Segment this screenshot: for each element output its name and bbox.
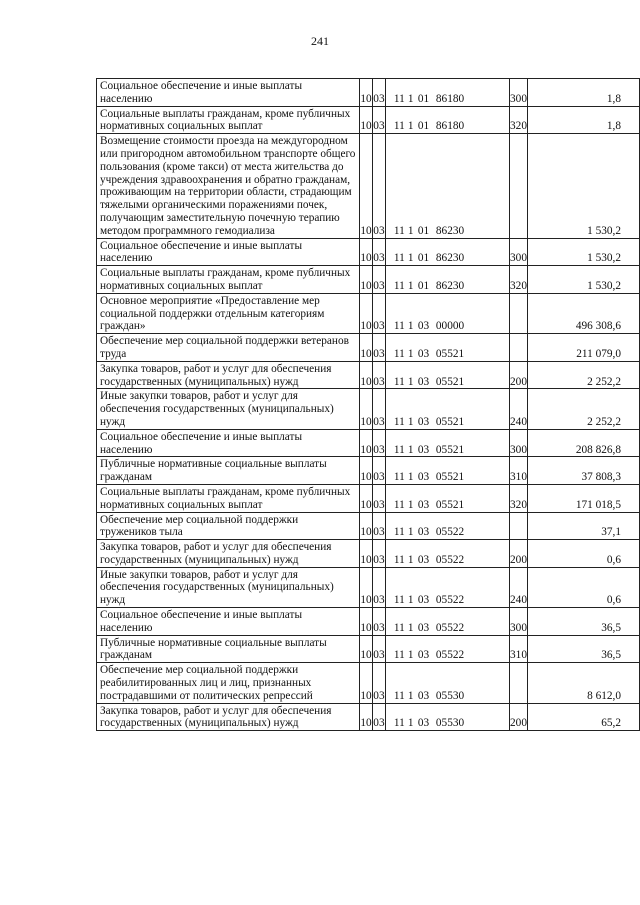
table-row [97, 703, 640, 731]
table-row [97, 134, 640, 238]
target-article-part: 01 [417, 120, 430, 133]
target-article-cell [385, 389, 509, 429]
section-cell: 10 [360, 238, 373, 266]
expense-type-cell: 300 [510, 608, 528, 636]
target-article-part: 1 [407, 443, 414, 456]
target-article-part: 1 [407, 526, 414, 539]
table-row [97, 567, 640, 607]
target-article-part: 03 [417, 347, 430, 360]
subsection-cell: 03 [373, 429, 386, 457]
amount-cell: 2 252,2 [527, 389, 639, 429]
amount-cell: 208 826,8 [527, 429, 639, 457]
target-article-part: 1 [407, 415, 414, 428]
expense-type-cell: 300 [510, 79, 528, 107]
amount-cell: 37 808,3 [527, 457, 639, 485]
section-cell: 10 [360, 429, 373, 457]
target-article-part: 1 [407, 375, 414, 388]
subsection-cell: 03 [373, 512, 386, 540]
target-article-cell [385, 608, 509, 636]
target-article-part: 11 [393, 443, 405, 456]
row-name-cell: Возмещение стоимости проезда на междугородном или пригородном автомобильном транспорте общего пользования (кроме такси) от места жительства до учреждения здравоохранения и обратно гражданам, проживающим на территории области, страдающим тяжелыми органическими поражениями почек, получающим заместительную почечную терапию методом программного гемодиализа [97, 134, 360, 238]
target-article-part: 03 [417, 649, 430, 662]
amount-cell: 1 530,2 [527, 134, 639, 238]
amount-cell: 36,5 [527, 608, 639, 636]
target-article-cell [385, 293, 509, 333]
target-article-part: 1 [407, 689, 414, 702]
target-article-part: 11 [393, 279, 405, 292]
expense-type-cell: 240 [510, 567, 528, 607]
target-article-part: 11 [393, 347, 405, 360]
expense-type-cell: 300 [510, 429, 528, 457]
section-cell: 10 [360, 389, 373, 429]
target-article-part: 11 [393, 224, 405, 237]
target-article-part: 03 [417, 375, 430, 388]
target-article-part: 1 [407, 320, 414, 333]
subsection-cell: 03 [373, 703, 386, 731]
table-row [97, 484, 640, 512]
budget-table-body [97, 79, 640, 731]
target-article-part: 11 [393, 320, 405, 333]
subsection-cell: 03 [373, 457, 386, 485]
section-cell: 10 [360, 663, 373, 703]
target-article-part: 03 [417, 717, 430, 730]
target-article-part: 05530 [435, 689, 465, 702]
row-name-cell: Закупка товаров, работ и услуг для обеспечения государственных (муниципальных) нужд [97, 540, 360, 568]
target-article-part: 05522 [435, 526, 465, 539]
section-cell: 10 [360, 79, 373, 107]
table-row [97, 389, 640, 429]
target-article-cell [385, 266, 509, 294]
target-article-part: 11 [393, 415, 405, 428]
target-article-part: 05522 [435, 621, 465, 634]
target-article-part: 1 [407, 471, 414, 484]
expense-type-cell [510, 512, 528, 540]
table-row [97, 106, 640, 134]
section-cell: 10 [360, 293, 373, 333]
target-article-part: 1 [407, 120, 414, 133]
target-article-part: 11 [393, 498, 405, 511]
target-article-part: 86180 [435, 120, 465, 133]
target-article-cell [385, 567, 509, 607]
expense-type-cell [510, 134, 528, 238]
target-article-part: 11 [393, 471, 405, 484]
target-article-part: 03 [417, 471, 430, 484]
subsection-cell: 03 [373, 567, 386, 607]
target-article-cell [385, 484, 509, 512]
table-row [97, 635, 640, 663]
target-article-cell [385, 540, 509, 568]
target-article-part: 86180 [435, 92, 465, 105]
target-article-part: 05521 [435, 471, 465, 484]
target-article-part: 1 [407, 347, 414, 360]
row-name-cell: Социальное обеспечение и иные выплаты населению [97, 238, 360, 266]
target-article-cell [385, 429, 509, 457]
target-article-part: 1 [407, 621, 414, 634]
amount-cell: 1,8 [527, 106, 639, 134]
target-article-cell [385, 238, 509, 266]
subsection-cell: 03 [373, 79, 386, 107]
subsection-cell: 03 [373, 334, 386, 362]
target-article-cell [385, 106, 509, 134]
row-name-cell: Иные закупки товаров, работ и услуг для обеспечения государственных (муниципальных) нужд [97, 567, 360, 607]
target-article-cell [385, 703, 509, 731]
section-cell: 10 [360, 635, 373, 663]
section-cell: 10 [360, 567, 373, 607]
target-article-part: 05522 [435, 649, 465, 662]
subsection-cell: 03 [373, 238, 386, 266]
target-article-cell [385, 334, 509, 362]
target-article-part: 03 [417, 621, 430, 634]
table-row [97, 238, 640, 266]
table-row [97, 512, 640, 540]
row-name-cell: Публичные нормативные социальные выплаты гражданам [97, 457, 360, 485]
target-article-part: 05521 [435, 498, 465, 511]
target-article-part: 1 [407, 498, 414, 511]
subsection-cell: 03 [373, 540, 386, 568]
amount-cell: 1 530,2 [527, 266, 639, 294]
table-row [97, 79, 640, 107]
subsection-cell: 03 [373, 134, 386, 238]
subsection-cell: 03 [373, 663, 386, 703]
table-row [97, 361, 640, 389]
expense-type-cell: 320 [510, 266, 528, 294]
row-name-cell: Публичные нормативные социальные выплаты гражданам [97, 635, 360, 663]
row-name-cell: Социальные выплаты гражданам, кроме публичных нормативных социальных выплат [97, 266, 360, 294]
amount-cell: 1,8 [527, 79, 639, 107]
target-article-cell [385, 361, 509, 389]
target-article-part: 05521 [435, 415, 465, 428]
target-article-part: 05522 [435, 594, 465, 607]
budget-table [96, 78, 640, 731]
target-article-part: 11 [393, 120, 405, 133]
target-article-part: 1 [407, 649, 414, 662]
amount-cell: 65,2 [527, 703, 639, 731]
section-cell: 10 [360, 334, 373, 362]
section-cell: 10 [360, 484, 373, 512]
amount-cell: 8 612,0 [527, 663, 639, 703]
target-article-part: 05530 [435, 717, 465, 730]
section-cell: 10 [360, 703, 373, 731]
row-name-cell: Основное мероприятие «Предоставление мер социальной поддержки отдельным категориям граждан» [97, 293, 360, 333]
subsection-cell: 03 [373, 389, 386, 429]
amount-cell: 496 308,6 [527, 293, 639, 333]
expense-type-cell: 200 [510, 540, 528, 568]
target-article-cell [385, 134, 509, 238]
target-article-part: 11 [393, 689, 405, 702]
amount-cell: 1 530,2 [527, 238, 639, 266]
section-cell: 10 [360, 512, 373, 540]
target-article-part: 03 [417, 526, 430, 539]
expense-type-cell: 320 [510, 106, 528, 134]
expense-type-cell: 240 [510, 389, 528, 429]
expense-type-cell [510, 663, 528, 703]
expense-type-cell: 310 [510, 635, 528, 663]
target-article-part: 11 [393, 252, 405, 265]
row-name-cell: Обеспечение мер социальной поддержки ветеранов труда [97, 334, 360, 362]
target-article-part: 11 [393, 621, 405, 634]
target-article-part: 03 [417, 553, 430, 566]
target-article-part: 11 [393, 375, 405, 388]
target-article-cell [385, 635, 509, 663]
subsection-cell: 03 [373, 361, 386, 389]
subsection-cell: 03 [373, 635, 386, 663]
target-article-part: 11 [393, 717, 405, 730]
table-row [97, 293, 640, 333]
row-name-cell: Социальное обеспечение и иные выплаты населению [97, 79, 360, 107]
target-article-part: 01 [417, 279, 430, 292]
target-article-part: 11 [393, 649, 405, 662]
expense-type-cell [510, 334, 528, 362]
section-cell: 10 [360, 361, 373, 389]
target-article-part: 00000 [435, 320, 465, 333]
subsection-cell: 03 [373, 484, 386, 512]
section-cell: 10 [360, 608, 373, 636]
amount-cell: 171 018,5 [527, 484, 639, 512]
row-name-cell: Социальные выплаты гражданам, кроме публичных нормативных социальных выплат [97, 484, 360, 512]
row-name-cell: Социальное обеспечение и иные выплаты населению [97, 429, 360, 457]
section-cell: 10 [360, 540, 373, 568]
section-cell: 10 [360, 266, 373, 294]
target-article-part: 86230 [435, 252, 465, 265]
amount-cell: 0,6 [527, 540, 639, 568]
target-article-part: 05521 [435, 375, 465, 388]
target-article-part: 05522 [435, 553, 465, 566]
amount-cell: 36,5 [527, 635, 639, 663]
row-name-cell: Обеспечение мер социальной поддержки тружеников тыла [97, 512, 360, 540]
target-article-part: 05521 [435, 443, 465, 456]
row-name-cell: Иные закупки товаров, работ и услуг для обеспечения государственных (муниципальных) нужд [97, 389, 360, 429]
row-name-cell: Обеспечение мер социальной поддержки реабилитированных лиц и лиц, признанных пострадавшими от политических репрессий [97, 663, 360, 703]
amount-cell: 37,1 [527, 512, 639, 540]
section-cell: 10 [360, 457, 373, 485]
table-row [97, 334, 640, 362]
target-article-part: 03 [417, 689, 430, 702]
target-article-part: 03 [417, 498, 430, 511]
target-article-cell [385, 663, 509, 703]
subsection-cell: 03 [373, 106, 386, 134]
target-article-part: 1 [407, 92, 414, 105]
expense-type-cell: 320 [510, 484, 528, 512]
target-article-part: 1 [407, 279, 414, 292]
expense-type-cell: 310 [510, 457, 528, 485]
expense-type-cell: 200 [510, 703, 528, 731]
amount-cell: 2 252,2 [527, 361, 639, 389]
target-article-part: 01 [417, 252, 430, 265]
target-article-part: 86230 [435, 279, 465, 292]
amount-cell: 211 079,0 [527, 334, 639, 362]
target-article-part: 1 [407, 594, 414, 607]
row-name-cell: Социальное обеспечение и иные выплаты населению [97, 608, 360, 636]
table-row [97, 429, 640, 457]
subsection-cell: 03 [373, 608, 386, 636]
target-article-cell [385, 457, 509, 485]
target-article-cell [385, 79, 509, 107]
expense-type-cell: 300 [510, 238, 528, 266]
table-row [97, 457, 640, 485]
target-article-part: 1 [407, 717, 414, 730]
table-row [97, 540, 640, 568]
row-name-cell: Социальные выплаты гражданам, кроме публичных нормативных социальных выплат [97, 106, 360, 134]
target-article-part: 11 [393, 526, 405, 539]
target-article-part: 1 [407, 224, 414, 237]
target-article-part: 11 [393, 553, 405, 566]
target-article-part: 11 [393, 92, 405, 105]
target-article-part: 03 [417, 443, 430, 456]
target-article-part: 86230 [435, 224, 465, 237]
target-article-part: 1 [407, 553, 414, 566]
target-article-part: 03 [417, 320, 430, 333]
table-row [97, 608, 640, 636]
table-row [97, 663, 640, 703]
expense-type-cell: 200 [510, 361, 528, 389]
target-article-cell [385, 512, 509, 540]
section-cell: 10 [360, 134, 373, 238]
row-name-cell: Закупка товаров, работ и услуг для обеспечения государственных (муниципальных) нужд [97, 703, 360, 731]
target-article-part: 01 [417, 224, 430, 237]
section-cell: 10 [360, 106, 373, 134]
target-article-part: 03 [417, 415, 430, 428]
target-article-part: 11 [393, 594, 405, 607]
target-article-part: 05521 [435, 347, 465, 360]
target-article-part: 01 [417, 92, 430, 105]
page-number: 241 [311, 34, 329, 48]
table-row [97, 266, 640, 294]
subsection-cell: 03 [373, 266, 386, 294]
row-name-cell: Закупка товаров, работ и услуг для обеспечения государственных (муниципальных) нужд [97, 361, 360, 389]
expense-type-cell [510, 293, 528, 333]
target-article-part: 1 [407, 252, 414, 265]
subsection-cell: 03 [373, 293, 386, 333]
amount-cell: 0,6 [527, 567, 639, 607]
target-article-part: 03 [417, 594, 430, 607]
